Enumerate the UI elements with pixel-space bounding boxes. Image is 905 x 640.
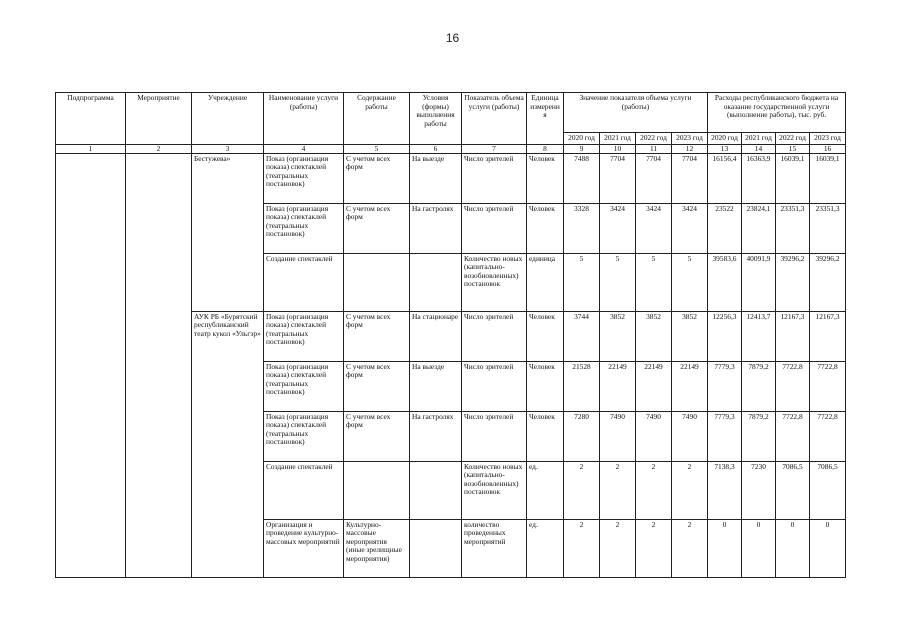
event-cell (126, 153, 192, 577)
volume-cell: 5 (564, 253, 600, 311)
header-year: 2021 год (742, 133, 776, 145)
column-number: 1 (56, 144, 126, 153)
volume-cell: 2 (600, 461, 636, 519)
volume-cell: 7490 (672, 411, 708, 461)
expense-cell: 7722,8 (810, 411, 846, 461)
table-body (56, 153, 846, 577)
volume-cell: 7490 (636, 411, 672, 461)
service-cell: Показ (организация показа) спектаклей (театральных постановок) (264, 153, 344, 203)
column-numbers-row (56, 144, 846, 153)
column-number: 6 (410, 144, 462, 153)
unit-cell: Человек (527, 203, 564, 253)
volume-cell: 3852 (672, 311, 708, 361)
volume-cell: 22149 (600, 361, 636, 411)
expense-cell: 7879,2 (742, 361, 776, 411)
column-number: 16 (810, 144, 846, 153)
indicator-cell: Количество новых (капитально-возобновленных) постановок (462, 253, 527, 311)
unit-cell: ед. (527, 519, 564, 577)
expense-cell: 23351,3 (776, 203, 810, 253)
header-content: Содержание работы (344, 93, 410, 145)
expense-cell: 7722,8 (810, 361, 846, 411)
service-cell: Показ (организация показа) спектаклей (театральных постановок) (264, 411, 344, 461)
services-expenses-table (55, 92, 846, 578)
expense-cell: 23522 (708, 203, 742, 253)
service-cell: Организация и проведение культурно-массовых мероприятий (264, 519, 344, 577)
volume-cell: 2 (564, 461, 600, 519)
header-year: 2023 год (672, 133, 708, 145)
volume-cell: 21528 (564, 361, 600, 411)
volume-cell: 3424 (672, 203, 708, 253)
expense-cell: 7779,3 (708, 361, 742, 411)
conditions-cell: На выезде (410, 361, 462, 411)
header-year: 2022 год (776, 133, 810, 145)
volume-cell: 7488 (564, 153, 600, 203)
header-year: 2021 год (600, 133, 636, 145)
expense-cell: 39583,6 (708, 253, 742, 311)
indicator-cell: Число зрителей (462, 361, 527, 411)
volume-cell: 7490 (600, 411, 636, 461)
expense-cell: 23824,1 (742, 203, 776, 253)
expense-cell: 39296,2 (810, 253, 846, 311)
header-indicator: Показатель объема услуги (работы) (462, 93, 527, 145)
expense-cell: 12413,7 (742, 311, 776, 361)
service-cell: Создание спектаклей (264, 253, 344, 311)
column-number: 7 (462, 144, 527, 153)
conditions-cell: На гастролях (410, 411, 462, 461)
expense-cell: 7230 (742, 461, 776, 519)
column-number: 8 (527, 144, 564, 153)
expense-cell: 0 (708, 519, 742, 577)
header-subprogram: Подпрограмма (56, 93, 126, 145)
column-number: 2 (126, 144, 192, 153)
indicator-cell: Число зрителей (462, 153, 527, 203)
unit-cell: Человек (527, 361, 564, 411)
column-number: 9 (564, 144, 600, 153)
expense-cell: 23351,3 (810, 203, 846, 253)
volume-cell: 5 (672, 253, 708, 311)
expense-cell: 7879,2 (742, 411, 776, 461)
header-year: 2020 год (564, 133, 600, 145)
expense-cell: 39296,2 (776, 253, 810, 311)
volume-cell: 3424 (600, 203, 636, 253)
volume-cell: 7280 (564, 411, 600, 461)
expense-cell: 16156,4 (708, 153, 742, 203)
conditions-cell (410, 253, 462, 311)
indicator-cell: Число зрителей (462, 311, 527, 361)
content-cell: С учетом всех форм (344, 411, 410, 461)
header-event: Мероприятие (126, 93, 192, 145)
header-volume-group: Значение показателя объема услуги (работы) (564, 93, 708, 133)
indicator-cell: Число зрителей (462, 411, 527, 461)
volume-cell: 2 (600, 519, 636, 577)
content-cell: С учетом всех форм (344, 311, 410, 361)
conditions-cell: На выезде (410, 153, 462, 203)
content-cell: С учетом всех форм (344, 153, 410, 203)
volume-cell: 2 (564, 519, 600, 577)
volume-cell: 3852 (600, 311, 636, 361)
column-number: 15 (776, 144, 810, 153)
institution-cell: АУК РБ «Бурятский республиканский театр кукол «Ульгэр» (192, 311, 264, 577)
service-cell: Создание спектаклей (264, 461, 344, 519)
content-cell (344, 461, 410, 519)
service-cell: Показ (организация показа) спектаклей (театральных постановок) (264, 203, 344, 253)
expense-cell: 40091,9 (742, 253, 776, 311)
expense-cell: 0 (742, 519, 776, 577)
header-conditions: Условия (формы) выполнения работы (410, 93, 462, 145)
service-cell: Показ (организация показа) спектаклей (театральных постановок) (264, 311, 344, 361)
volume-cell: 7704 (672, 153, 708, 203)
expense-cell: 16039,1 (776, 153, 810, 203)
header-unit: Единица измерения (527, 93, 564, 145)
volume-cell: 2 (672, 519, 708, 577)
expense-cell: 12256,3 (708, 311, 742, 361)
column-number: 13 (708, 144, 742, 153)
header-year: 2020 год (708, 133, 742, 145)
unit-cell: единица (527, 253, 564, 311)
volume-cell: 7704 (600, 153, 636, 203)
institution-cell: Бестужева» (192, 153, 264, 311)
header-year: 2022 год (636, 133, 672, 145)
volume-cell: 3328 (564, 203, 600, 253)
unit-cell: Человек (527, 411, 564, 461)
volume-cell: 22149 (672, 361, 708, 411)
content-cell: Культурно-массовые мероприятия (иные зрелищные мероприятия) (344, 519, 410, 577)
expense-cell: 7086,5 (810, 461, 846, 519)
volume-cell: 5 (636, 253, 672, 311)
conditions-cell: На стационаре (410, 311, 462, 361)
unit-cell: Человек (527, 311, 564, 361)
unit-cell: ед. (527, 461, 564, 519)
column-number: 4 (264, 144, 344, 153)
indicator-cell: Количество новых (капитально-возобновленных) постановок (462, 461, 527, 519)
header-year: 2023 год (810, 133, 846, 145)
expense-cell: 0 (810, 519, 846, 577)
volume-cell: 3852 (636, 311, 672, 361)
volume-cell: 2 (672, 461, 708, 519)
volume-cell: 7704 (636, 153, 672, 203)
service-cell: Показ (организация показа) спектаклей (театральных постановок) (264, 361, 344, 411)
expense-cell: 12167,3 (776, 311, 810, 361)
content-cell: С учетом всех форм (344, 203, 410, 253)
volume-cell: 2 (636, 461, 672, 519)
table-row (56, 153, 846, 203)
expense-cell: 16363,9 (742, 153, 776, 203)
column-number: 10 (600, 144, 636, 153)
header-service-name: Наименование услуги (работы) (264, 93, 344, 145)
expense-cell: 7722,8 (776, 411, 810, 461)
content-cell: С учетом всех форм (344, 361, 410, 411)
header-row (56, 93, 846, 133)
content-cell (344, 253, 410, 311)
expense-cell: 7779,3 (708, 411, 742, 461)
subprogram-cell (56, 153, 126, 577)
volume-cell: 5 (600, 253, 636, 311)
expense-cell: 0 (776, 519, 810, 577)
conditions-cell: На гастролях (410, 203, 462, 253)
indicator-cell: количество проведенных мероприятий (462, 519, 527, 577)
volume-cell: 3424 (636, 203, 672, 253)
column-number: 3 (192, 144, 264, 153)
unit-cell: Человек (527, 153, 564, 203)
page-number: 16 (445, 31, 460, 45)
column-number: 14 (742, 144, 776, 153)
header-expense-group: Расходы республиканского бюджета на оказание государственной услуги (выполнение работы), тыс. руб. (708, 93, 846, 133)
expense-cell: 7138,3 (708, 461, 742, 519)
expense-cell: 16039,1 (810, 153, 846, 203)
conditions-cell (410, 519, 462, 577)
expense-cell: 7086,5 (776, 461, 810, 519)
conditions-cell (410, 461, 462, 519)
expense-cell: 12167,3 (810, 311, 846, 361)
column-number: 12 (672, 144, 708, 153)
volume-cell: 3744 (564, 311, 600, 361)
expense-cell: 7722,8 (776, 361, 810, 411)
column-number: 11 (636, 144, 672, 153)
volume-cell: 2 (636, 519, 672, 577)
volume-cell: 22149 (636, 361, 672, 411)
indicator-cell: Число зрителей (462, 203, 527, 253)
header-institution: Учреждение (192, 93, 264, 145)
column-number: 5 (344, 144, 410, 153)
